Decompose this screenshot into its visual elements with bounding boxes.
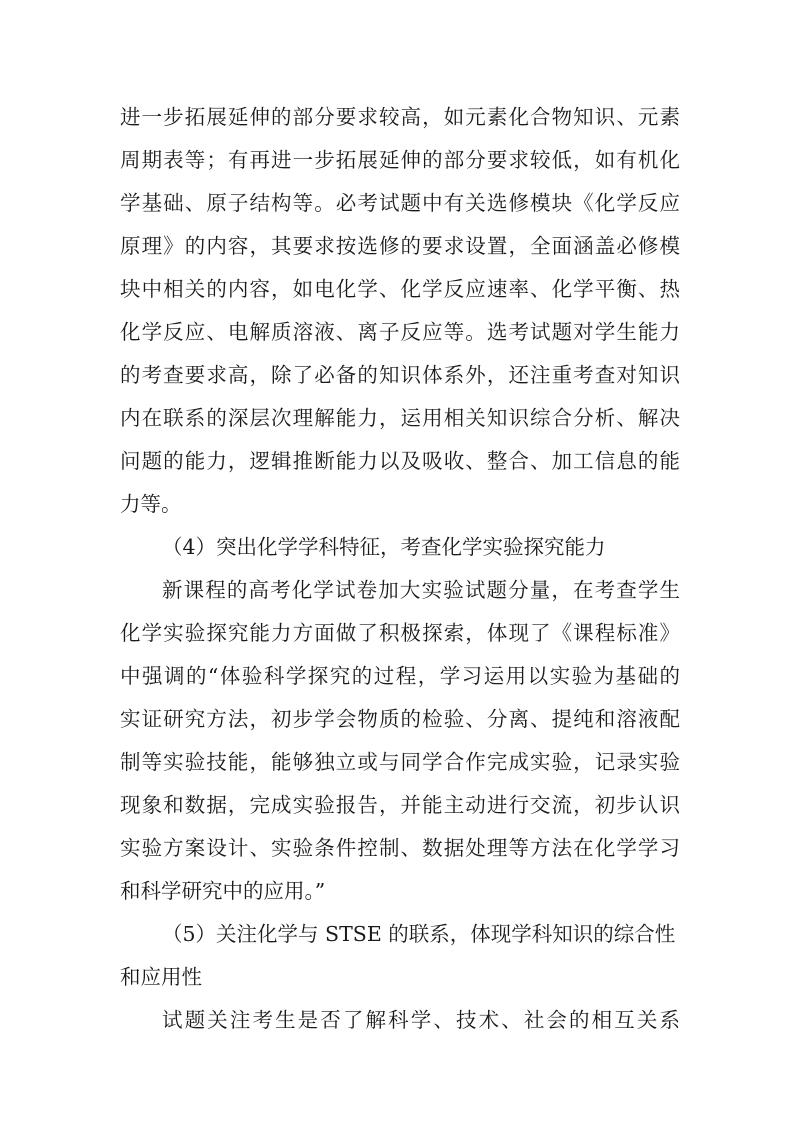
- text-line: 学基础、原子结构等。必考试题中有关选修模块《化学反应: [120, 191, 680, 215]
- text-line: 力等。: [120, 492, 182, 516]
- text-line: 问题的能力，逻辑推断能力以及吸收、整合、加工信息的能: [120, 449, 680, 473]
- text-line: 化学实验探究能力方面做了积极探索，体现了《课程标准》: [120, 621, 680, 645]
- text-line: 现象和数据，完成实验报告，并能主动进行交流，初步认识: [120, 793, 680, 817]
- text-line: 实验方案设计、实验条件控制、数据处理等方法在化学学习: [120, 836, 680, 860]
- paragraph-first-line: 新课程的高考化学试卷加大实验试题分量，在考查学生: [162, 578, 680, 602]
- section-heading-5-continued: 和应用性: [120, 965, 202, 989]
- text-line: 和科学研究中的应用。”: [120, 879, 326, 903]
- text-line: 实证研究方法，初步学会物质的检验、分离、提纯和溶液配: [120, 707, 680, 731]
- section-heading-4: （4）突出化学学科特征，考查化学实验探究能力: [162, 535, 606, 559]
- text-line: 原理》的内容，其要求按选修的要求设置，全面涵盖必修模: [120, 234, 680, 258]
- section-heading-5: （5）关注化学与 STSE 的联系，体现学科知识的综合性: [162, 922, 676, 946]
- text-line: 化学反应、电解质溶液、离子反应等。选考试题对学生能力: [120, 320, 680, 344]
- text-line: 进一步拓展延伸的部分要求较高，如元素化合物知识、元素: [120, 105, 680, 129]
- text-line: 的考查要求高，除了必备的知识体系外，还注重考查对知识: [120, 363, 680, 387]
- paragraph-first-line: 试题关注考生是否了解科学、技术、社会的相互关系: [162, 1008, 680, 1032]
- text-line: 内在联系的深层次理解能力，运用相关知识综合分析、解决: [120, 406, 680, 430]
- text-line: 块中相关的内容，如电化学、化学反应速率、化学平衡、热: [120, 277, 680, 301]
- text-line: 中强调的“体验科学探究的过程，学习运用以实验为基础的: [120, 664, 680, 688]
- text-line: 周期表等；有再进一步拓展延伸的部分要求较低，如有机化: [120, 148, 680, 172]
- text-line: 制等实验技能，能够独立或与同学合作完成实验，记录实验: [120, 750, 680, 774]
